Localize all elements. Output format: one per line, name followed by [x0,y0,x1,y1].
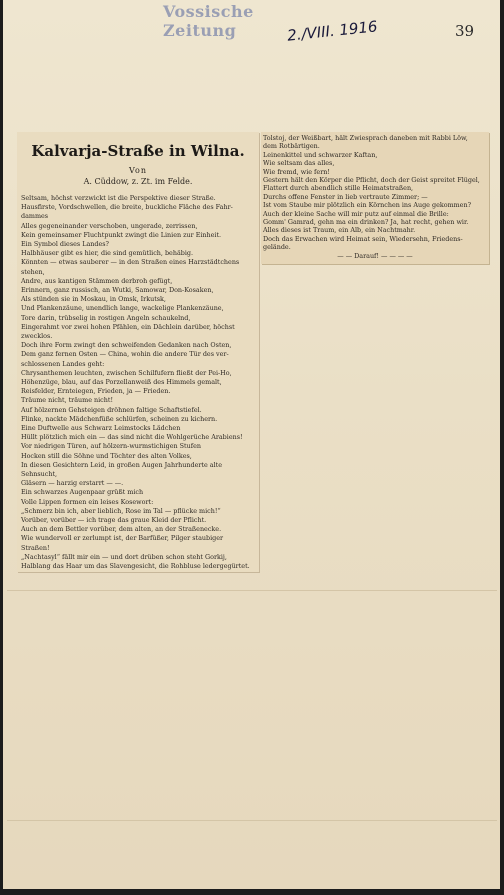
byline-von: Von [128,166,147,175]
continuation-line: Gomm' Gamrad, gehn ma ein drinken? Ja, hat recht, gehen wir. [263,218,469,226]
fold-line [7,820,497,821]
poem-line: „Nachtasyl“ fällt mir ein — und dort drüben schon steht Gorkij, [21,552,227,561]
poem-line: Erinnern, ganz russisch, an Wutki, Samowar, Don-Kosaken, [21,286,214,294]
newspaper-masthead: Vossische Zeitung [163,2,254,40]
poem-line: Flinke, nackte Mädchenfüße schlürfen, scheinen zu kichern. [21,414,218,423]
poem-line: schlossenen Landes geht: [21,359,105,368]
poem-line: Ein schwarzes Augenpaar grüßt mich [21,488,144,497]
fold-line [7,590,497,591]
poem-line: Eine Duftwelle aus Schwarz Leimstocks Lädchen [21,424,181,432]
poem-line: Chrysanthemen leuchten, zwischen Schilfufern fließt der Pei-Ho, [21,368,232,377]
poem-line: Hausfirste, Vordschwellen, die breite, buckliche Fläche des Fahr- [21,203,233,212]
continuation-line: Durchs offene Fenster in lieb vertraute Zimmer; — [263,192,428,201]
continuation-clipping [261,132,489,264]
continuation-line: Tolstoj, der Weißbart, hält Zwiesprach daneben mit Rabbi Löw, [263,134,468,142]
poem-line: Träume nicht, träume nicht! [21,396,114,405]
continuation-line: Leinenkittel und schwarzer Kaftan, [263,150,378,159]
continuation-line: Alles dieses ist Traum, ein Alb, ein Nachtmahr. [263,226,416,235]
poem-line: Halbhäuser gibt es hier, die sind gemütlich, behäbig. [21,249,194,258]
poem-line: Kein gemeinsamer Fluchtpunkt zwingt die Linien zur Einheit. [21,230,222,239]
continuation-line: Gestern hält den Körper die Pflicht, doch der Geist spreitet Flügel, [263,176,480,184]
poem-line: Als stünden sie in Moskau, in Omsk, Irkutsk, [21,295,166,304]
continuation-line: Wie seltsam das alles, [263,159,335,168]
poem-line: Alles gegeneinander verschoben, ungerade, zerrissen, [21,221,198,230]
handwritten-date: 2./VIII. 1916 [286,17,379,45]
continuation-line: Wie fremd, wie fern! [263,167,330,176]
poem-line: Wie wundervoll er zerlumpt ist, der Barfüßer, Pilger staubiger [21,534,224,543]
poem-line: Halblang das Haar um das Slavengesicht, die Rohbluse ledergegürtet. [21,562,250,570]
continuation-line: dem Rotbärtigen. [263,142,320,151]
poem-line: Sehnsucht, [21,470,58,478]
poem-line: Gläsern — harzig erstarrt — —. [21,479,124,488]
poem-line: Und Plankenzäune, unendlich lange, wackelige Plankenzäune, [21,304,224,313]
poem-line: Ein Symbol dieses Landes? [21,240,109,248]
poem-line: Auch an dem Bettler vorüber, dem alten, an der Straßenecke. [21,525,222,534]
page-number: 39 [455,22,475,40]
poem-line: zwecklos. [21,332,53,340]
article-author: A. Cüddow, z. Zt. im Felde. [83,177,193,186]
article-title: Kalvarja-Straße in Wilna. [31,142,245,160]
continuation-line: Flattert durch abendlich stille Heimatstraßen, [263,184,414,193]
poem-line: Eingerahmt vor zwei hohen Pfählen, ein Dächlein darüber, höchst [21,322,235,331]
continuation-line: Ist vom Staube mir plötzlich ein Körnchen ins Auge gekommen? [263,201,472,210]
poem-line: Volle Lippen formen ein leises Kosewort: [21,497,154,506]
continuation-line: Doch das Erwachen wird Heimat sein, Wiedersehn, Friedens- [263,234,463,243]
poem-line: Vor niedrigen Türen, auf hölzern-wurmstichigen Stufen [21,442,201,451]
poem-line: Reisfelder, Ernteiegen, Frieden, ja — Frieden. [21,387,171,396]
poem-line: stehen, [21,267,45,276]
poem-line: dammes [21,212,49,221]
continuation-line: — — Darauf! — — — — [337,251,413,260]
poem-line: Könnten — etwas sauberer — in den Straßen eines Harzstädtchens [21,258,240,267]
poem-line: Tore darin, trübselig in rostigen Angeln schaukelnd, [21,313,191,322]
article-clipping [17,132,259,572]
continuation-line: Auch der kleine Sache will mir putz auf einmal die Brille: [263,209,449,218]
poem-line: Vorüber, vorüber — ich trage das graue Kleid der Pflicht. [21,516,207,524]
poem-line: Hüllt plötzlich mich ein — das sind nicht die Wohlgerüche Arabiens! [21,433,243,442]
poem-line: „Schmerz bin ich, aber lieblich, Rose im Tal — pflücke mich!“ [21,506,221,515]
poem-line: Auf hölzernen Gehsteigen dröhnen faltige Schaftstiefel. [21,405,202,414]
poem-line: Seltsam, höchst verzwickt ist die Perspektive dieser Straße. [21,194,216,202]
poem-line: Dem ganz fernen Osten — China, wohin die andere Tür des ver- [21,350,229,359]
poem-line: In diesen Gesichtern Leid, in großen Augen Jahrhunderte alte [21,460,223,469]
poem-line: Andre, aus kantigen Stämmen derbroh gefügt, [21,276,173,285]
continuation-line: gelände. [263,243,291,252]
poem-line: Hocken still die Söhne und Töchter des alten Volkes, [21,451,192,460]
poem-line: Höhenzüge, blau, auf das Porzellanweiß des Himmels gemalt, [21,378,222,386]
poem-line: Doch ihre Form zwingt den schweifenden Gedanken nach Osten, [21,341,232,350]
poem-line: Straßen! [21,543,50,552]
